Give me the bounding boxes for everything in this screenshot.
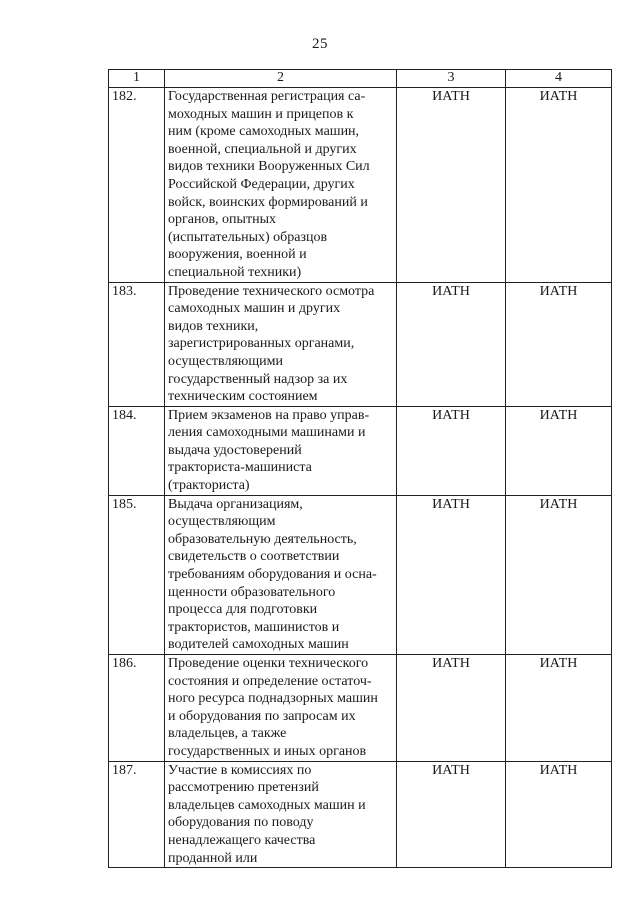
description-line: вооружения, военной и <box>168 247 307 263</box>
description-line: видов техники Вооруженных Сил <box>168 159 370 175</box>
description-line: и оборудования по запросам их <box>168 708 356 724</box>
table-row <box>109 282 612 406</box>
description-line: Проведение технического осмотра <box>168 283 375 299</box>
row-number: 185. <box>109 495 165 654</box>
description-line: образовательную деятельность, <box>168 531 357 547</box>
row-number: 182. <box>109 88 165 283</box>
description-line: государственный надзор за их <box>168 371 348 387</box>
description-line: Государственная регистрация са- <box>168 89 366 104</box>
responsible-body-col3: ИАТН <box>397 282 506 406</box>
description-line: специальной техники) <box>168 264 302 280</box>
description-line: (испытательных) образцов <box>168 229 328 245</box>
description-line: органов, опытных <box>168 212 276 228</box>
description-line: водителей самоходных машин <box>168 637 349 653</box>
description-line: свидетельств о соответствии <box>168 549 340 565</box>
row-number: 187. <box>109 761 165 868</box>
description-line: требованиям оборудования и осна- <box>168 567 377 583</box>
description-line: войск, воинских формирований и <box>168 194 368 210</box>
responsible-body-col4: ИАТН <box>506 761 612 868</box>
description-line: моходных машин и прицепов к <box>168 106 354 122</box>
description-line: осуществляющими <box>168 353 283 369</box>
row-description <box>165 282 397 406</box>
description-line: осуществляющим <box>168 514 276 530</box>
responsible-body-col3: ИАТН <box>397 655 506 762</box>
responsible-body-col3: ИАТН <box>397 761 506 868</box>
document-table <box>108 69 612 868</box>
responsible-body-col4: ИАТН <box>506 282 612 406</box>
description-line: рассмотрению претензий <box>168 780 319 796</box>
row-description <box>165 761 397 868</box>
description-line: государственных и иных органов <box>168 743 367 759</box>
table-body <box>109 88 612 868</box>
row-description <box>165 406 397 495</box>
description-line: ним (кроме самоходных машин, <box>168 124 360 140</box>
table-row <box>109 495 612 654</box>
row-number: 186. <box>109 655 165 762</box>
description-line: владельцев самоходных машин и <box>168 797 366 813</box>
description-line: Участие в комиссиях по <box>168 762 312 778</box>
row-number: 184. <box>109 406 165 495</box>
responsible-body-col3: ИАТН <box>397 406 506 495</box>
description-line: оборудования по поводу <box>168 815 314 831</box>
description-line: ного ресурса поднадзорных машин <box>168 691 378 707</box>
row-number: 183. <box>109 282 165 406</box>
table-row <box>109 761 612 868</box>
description-line: ненадлежащего качества <box>168 832 316 848</box>
row-description <box>165 88 397 283</box>
table-row <box>109 88 612 283</box>
row-description <box>165 495 397 654</box>
description-line: ления самоходными машинами и <box>168 425 366 441</box>
responsible-body-col4: ИАТН <box>506 88 612 283</box>
description-line: (тракториста) <box>168 478 250 494</box>
page-number: 25 <box>312 36 328 52</box>
description-line: военной, специальной и других <box>168 141 357 157</box>
responsible-body-col4: ИАТН <box>506 495 612 654</box>
responsible-body-col3: ИАТН <box>397 495 506 654</box>
table-header-row <box>109 70 612 88</box>
column-header-3: 3 <box>397 70 506 88</box>
responsible-body-col4: ИАТН <box>506 406 612 495</box>
description-line: техническим состоянием <box>168 389 318 405</box>
description-line: Российской Федерации, других <box>168 176 355 192</box>
table-row <box>109 655 612 762</box>
description-line: Прием экзаменов на право управ- <box>168 407 370 423</box>
responsible-body-col4: ИАТН <box>506 655 612 762</box>
description-line: зарегистрированных органами, <box>168 336 355 352</box>
responsible-body-col3: ИАТН <box>397 88 506 283</box>
description-line: щенности образовательного <box>168 584 336 600</box>
column-header-1: 1 <box>109 70 165 88</box>
row-description <box>165 655 397 762</box>
description-line: владельцев, а также <box>168 726 287 742</box>
column-header-2: 2 <box>165 70 397 88</box>
description-line: трактористов, машинистов и <box>168 619 340 635</box>
table-row <box>109 406 612 495</box>
description-line: проданной или <box>168 850 258 866</box>
description-line: процесса для подготовки <box>168 602 318 618</box>
description-line: видов техники, <box>168 318 259 334</box>
description-line: Проведение оценки технического <box>168 656 369 671</box>
description-line: самоходных машин и других <box>168 301 341 317</box>
description-line: выдача удостоверений <box>168 442 302 458</box>
description-line: состояния и определение остаточ- <box>168 673 372 689</box>
description-line: Выдача организациям, <box>168 496 303 512</box>
column-header-4: 4 <box>506 70 612 88</box>
description-line: тракториста-машиниста <box>168 460 312 476</box>
